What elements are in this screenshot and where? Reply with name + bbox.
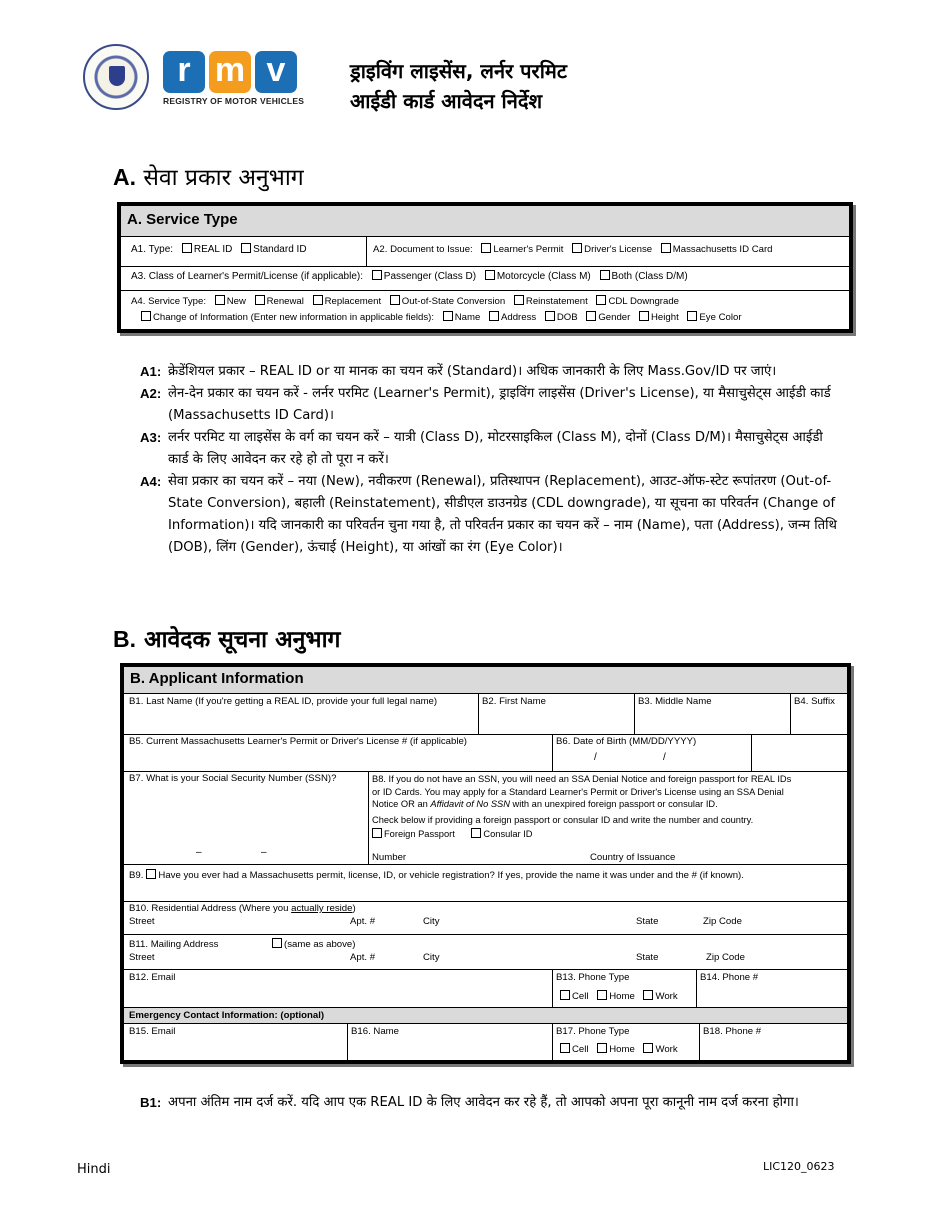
checkbox: [372, 828, 382, 838]
checkbox: [514, 295, 524, 305]
change-option-dob: DOB: [556, 312, 578, 323]
a4-change-label: Change of Information (Enter new information in applicable fields):: [153, 312, 435, 323]
phone-option-work: Work: [655, 991, 678, 1002]
apt-label: Apt. #: [350, 916, 376, 927]
b15-label: B15. Email: [129, 1026, 176, 1037]
a4-change-row: [141, 311, 742, 323]
change-option-height: Height: [651, 312, 679, 323]
change-option-name: Name: [454, 312, 481, 323]
instruction-text: लर्नर परमिट या लाइसेंस के वर्ग का चयन करें – यात्री (Class D), मोटरसाइकिल (Class M), दोनों (Class D/M)। मैसाचुसेट्स आईडी कार्ड के लिए आवेदन कर रहे हो तो पूरा न करें।: [168, 430, 823, 467]
phone-option-home: Home: [609, 1044, 635, 1055]
street-label: Street: [129, 952, 155, 963]
b13-options: [554, 990, 678, 1002]
b16-label: B16. Name: [351, 1026, 399, 1037]
state-label: State: [636, 952, 659, 963]
a3-option-class-dm: Both (Class D/M): [611, 271, 688, 282]
b10-underlined: actually reside: [291, 903, 353, 914]
b11-same: [272, 938, 355, 950]
a4-label: A4. Service Type:: [131, 296, 207, 307]
rmv-logo-letter-v: v: [255, 51, 297, 93]
a3-row: [131, 270, 688, 282]
a1-row: [131, 243, 307, 255]
checkbox: [545, 311, 555, 321]
instruction-key: A4:: [140, 474, 162, 489]
a3-option-class-d: Passenger (Class D): [383, 271, 477, 282]
phone-option-home: Home: [609, 991, 635, 1002]
checkbox: [481, 243, 491, 253]
checkbox: [586, 311, 596, 321]
checkbox: [313, 295, 323, 305]
checkbox: [182, 243, 192, 253]
rmv-logo-letter-r: r: [163, 51, 205, 93]
b11-same-label: (same as above): [284, 939, 356, 950]
b8-number-label: Number: [372, 852, 407, 863]
rmv-logo-letter-m: m: [209, 51, 251, 93]
a2-label: A2. Document to Issue:: [373, 244, 473, 255]
b3-label: B3. Middle Name: [638, 696, 712, 707]
section-b-heading: [113, 622, 341, 654]
a2-option-drivers-license: Driver's License: [584, 244, 653, 255]
checkbox: [489, 311, 499, 321]
checkbox: [600, 270, 610, 280]
a4-option-cdl-downgrade: CDL Downgrade: [608, 296, 680, 307]
apt-label: Apt. #: [350, 952, 376, 963]
instruction-a2: [140, 383, 840, 427]
section-a-letter: A.: [113, 164, 136, 190]
b1-label: B1. Last Name (If you're getting a REAL ID, provide your full legal name): [129, 696, 438, 707]
section-a-instructions: [140, 361, 840, 559]
b12-label: B12. Email: [129, 972, 176, 983]
b9-question: Have you ever had a Massachusetts permit, license, ID, or vehicle registration? If yes, provide the name it was under and the # (if known).: [158, 870, 744, 881]
b8-options: [372, 828, 791, 841]
a4-option-reinstatement: Reinstatement: [525, 296, 588, 307]
checkbox: [596, 295, 606, 305]
instruction-text: क्रेडेंशियल प्रकार – REAL ID or या मानक का चयन करें (Standard)। अधिक जानकारी के लिए Mass.Gov/ID पर जाएं।: [168, 364, 777, 379]
service-type-form-image: [117, 202, 853, 333]
state-label: State: [636, 916, 659, 927]
section-b-title: आवेदक सूचना अनुभाग: [144, 627, 341, 653]
a4-option-replacement: Replacement: [324, 296, 382, 307]
b8-country-label: Country of Issuance: [590, 852, 676, 863]
change-option-eye-color: Eye Color: [699, 312, 742, 323]
checkbox: [597, 1043, 607, 1053]
b13-label: B13. Phone Type: [556, 972, 630, 983]
emergency-contact-header: Emergency Contact Information: (optional): [124, 1008, 847, 1023]
instruction-b1: [140, 1092, 840, 1114]
instruction-key: A1:: [140, 364, 162, 379]
rmv-logo-subtitle: REGISTRY OF MOTOR VEHICLES: [163, 96, 305, 106]
checkbox: [241, 243, 251, 253]
b8-line: [372, 798, 791, 811]
footer-language: Hindi: [77, 1162, 111, 1177]
b9-row: [129, 869, 744, 881]
b10-text: ): [352, 903, 356, 914]
b2-label: B2. First Name: [482, 696, 546, 707]
service-type-form-header: A. Service Type: [121, 206, 849, 236]
a4-option-out-of-state: Out-of-State Conversion: [401, 296, 506, 307]
checkbox: [639, 311, 649, 321]
change-option-address: Address: [500, 312, 537, 323]
ssn-dash: –: [261, 847, 267, 858]
checkbox: [643, 990, 653, 1000]
b10-text: B10. Residential Address (Where you: [129, 903, 292, 914]
checkbox: [372, 270, 382, 280]
a2-row: [373, 243, 773, 255]
b10-label: [129, 903, 356, 914]
instruction-key: A3:: [140, 430, 162, 445]
street-label: Street: [129, 916, 155, 927]
checkbox: [390, 295, 400, 305]
title-line-1: ड्राइविंग लाइसेंस, लर्नर परमिट: [350, 59, 567, 83]
b7-label: B7. What is your Social Security Number (SSN)?: [129, 773, 337, 784]
checkbox: [146, 869, 156, 879]
checkbox: [661, 243, 671, 253]
b8-line: B8. If you do not have an SSN, you will need an SSA Denial Notice and foreign passport for REAL IDs: [372, 774, 792, 784]
instruction-text: अपना अंतिम नाम दर्ज करें. यदि आप एक REAL ID के लिए आवेदन कर रहे हैं, तो आपको अपना पूरा कानूनी नाम दर्ज करना होगा।: [168, 1095, 799, 1110]
checkbox: [560, 990, 570, 1000]
dob-slash: /: [663, 752, 666, 763]
section-a-heading: [113, 160, 304, 192]
ssn-dash: –: [196, 847, 202, 858]
checkbox: [572, 243, 582, 253]
a1-option-standard-id: Standard ID: [253, 244, 307, 255]
checkbox: [643, 1043, 653, 1053]
section-b-letter: B.: [113, 626, 136, 652]
checkbox: [560, 1043, 570, 1053]
phone-option-cell: Cell: [572, 1044, 589, 1055]
checkbox: [141, 311, 151, 321]
checkbox: [471, 828, 481, 838]
a4-row: [131, 295, 679, 307]
instruction-a4: [140, 471, 840, 559]
checkbox: [597, 990, 607, 1000]
zip-label: Zip Code: [706, 952, 745, 963]
section-a-title: सेवा प्रकार अनुभाग: [143, 165, 304, 191]
b8-option-foreign-passport: Foreign Passport: [384, 829, 455, 839]
b17-options: [554, 1043, 678, 1055]
a3-label: A3. Class of Learner's Permit/License (if applicable):: [131, 271, 364, 282]
a4-option-renewal: Renewal: [266, 296, 304, 307]
b8-text-part: with an unexpired foreign passport or consular ID.: [509, 799, 718, 809]
checkbox: [485, 270, 495, 280]
b8-line: or ID Cards. You may apply for a Standard Learner's Permit or Driver's License using an SSA Denial: [372, 786, 784, 797]
b8-option-consular-id: Consular ID: [483, 829, 533, 839]
instruction-a3: [140, 427, 840, 471]
city-label: City: [423, 916, 440, 927]
checkbox: [687, 311, 697, 321]
applicant-information-form-image: [120, 663, 851, 1064]
b17-label: B17. Phone Type: [556, 1026, 630, 1037]
b9-label: B9.: [129, 870, 144, 881]
instruction-key: B1:: [140, 1095, 162, 1110]
a1-label: A1. Type:: [131, 244, 174, 255]
instruction-key: A2:: [140, 386, 162, 401]
zip-label: Zip Code: [703, 916, 742, 927]
a4-option-new: New: [226, 296, 246, 307]
b8-text: [372, 773, 791, 841]
title-line-2: आईडी कार्ड आवेदन निर्देश: [350, 89, 543, 113]
a3-option-class-m: Motorcycle (Class M): [496, 271, 591, 282]
section-b-instructions: [140, 1092, 840, 1114]
a2-option-ma-id-card: Massachusetts ID Card: [672, 244, 773, 255]
b14-label: B14. Phone #: [700, 972, 759, 983]
page-title: [350, 56, 567, 116]
massachusetts-seal-logo: [83, 44, 149, 110]
applicant-form-header: B. Applicant Information: [124, 667, 847, 693]
b6-label: B6. Date of Birth (MM/DD/YYYY): [556, 736, 697, 747]
phone-option-cell: Cell: [572, 991, 589, 1002]
footer-form-code: LIC120_0623: [763, 1160, 835, 1173]
instruction-text: लेन-देन प्रकार का चयन करें - लर्नर परमिट (Learner's Permit), ड्राइविंग लाइसेंस (Driver's License), या मैसाचुसेट्स आईडी कार्ड (Massachusetts ID Card)।: [168, 386, 831, 423]
b8-text-part: Notice OR an: [372, 799, 431, 809]
checkbox: [255, 295, 265, 305]
checkbox: [272, 938, 282, 948]
city-label: City: [423, 952, 440, 963]
b4-label: B4. Suffix: [794, 696, 835, 707]
instruction-text: सेवा प्रकार का चयन करें – नया (New), नवीकरण (Renewal), प्रतिस्थापन (Replacement), आउट-ऑफ-स्टेट रूपांतरण (Out-of-State Conversion), बहाली (Reinstatement), सीडीएल डाउनग्रेड (CDL downgrade), या सूचना का परिवर्तन (Change of Information)। यदि जानकारी का परिवर्तन चुना गया है, तो परिवर्तन प्रकार का चयन करें – नाम (Name), पता (Address), जन्म तिथि (DOB), लिंग (Gender), ऊंचाई (Height), या आंखों का रंग (Eye Color)।: [168, 474, 837, 555]
dob-slash: /: [594, 752, 597, 763]
a1-option-real-id: REAL ID: [193, 244, 233, 255]
phone-option-work: Work: [655, 1044, 678, 1055]
checkbox: [215, 295, 225, 305]
b11-label: B11. Mailing Address: [129, 939, 219, 950]
a2-option-learners-permit: Learner's Permit: [493, 244, 564, 255]
b8-line: Check below if providing a foreign passport or consular ID and write the number and country.: [372, 814, 754, 825]
instruction-a1: [140, 361, 840, 383]
change-option-gender: Gender: [598, 312, 631, 323]
b18-label: B18. Phone #: [703, 1026, 762, 1037]
b5-label: B5. Current Massachusetts Learner's Permit or Driver's License # (if applicable): [129, 736, 467, 747]
b8-affidavit-text: Affidavit of No SSN: [430, 799, 510, 809]
checkbox: [443, 311, 453, 321]
